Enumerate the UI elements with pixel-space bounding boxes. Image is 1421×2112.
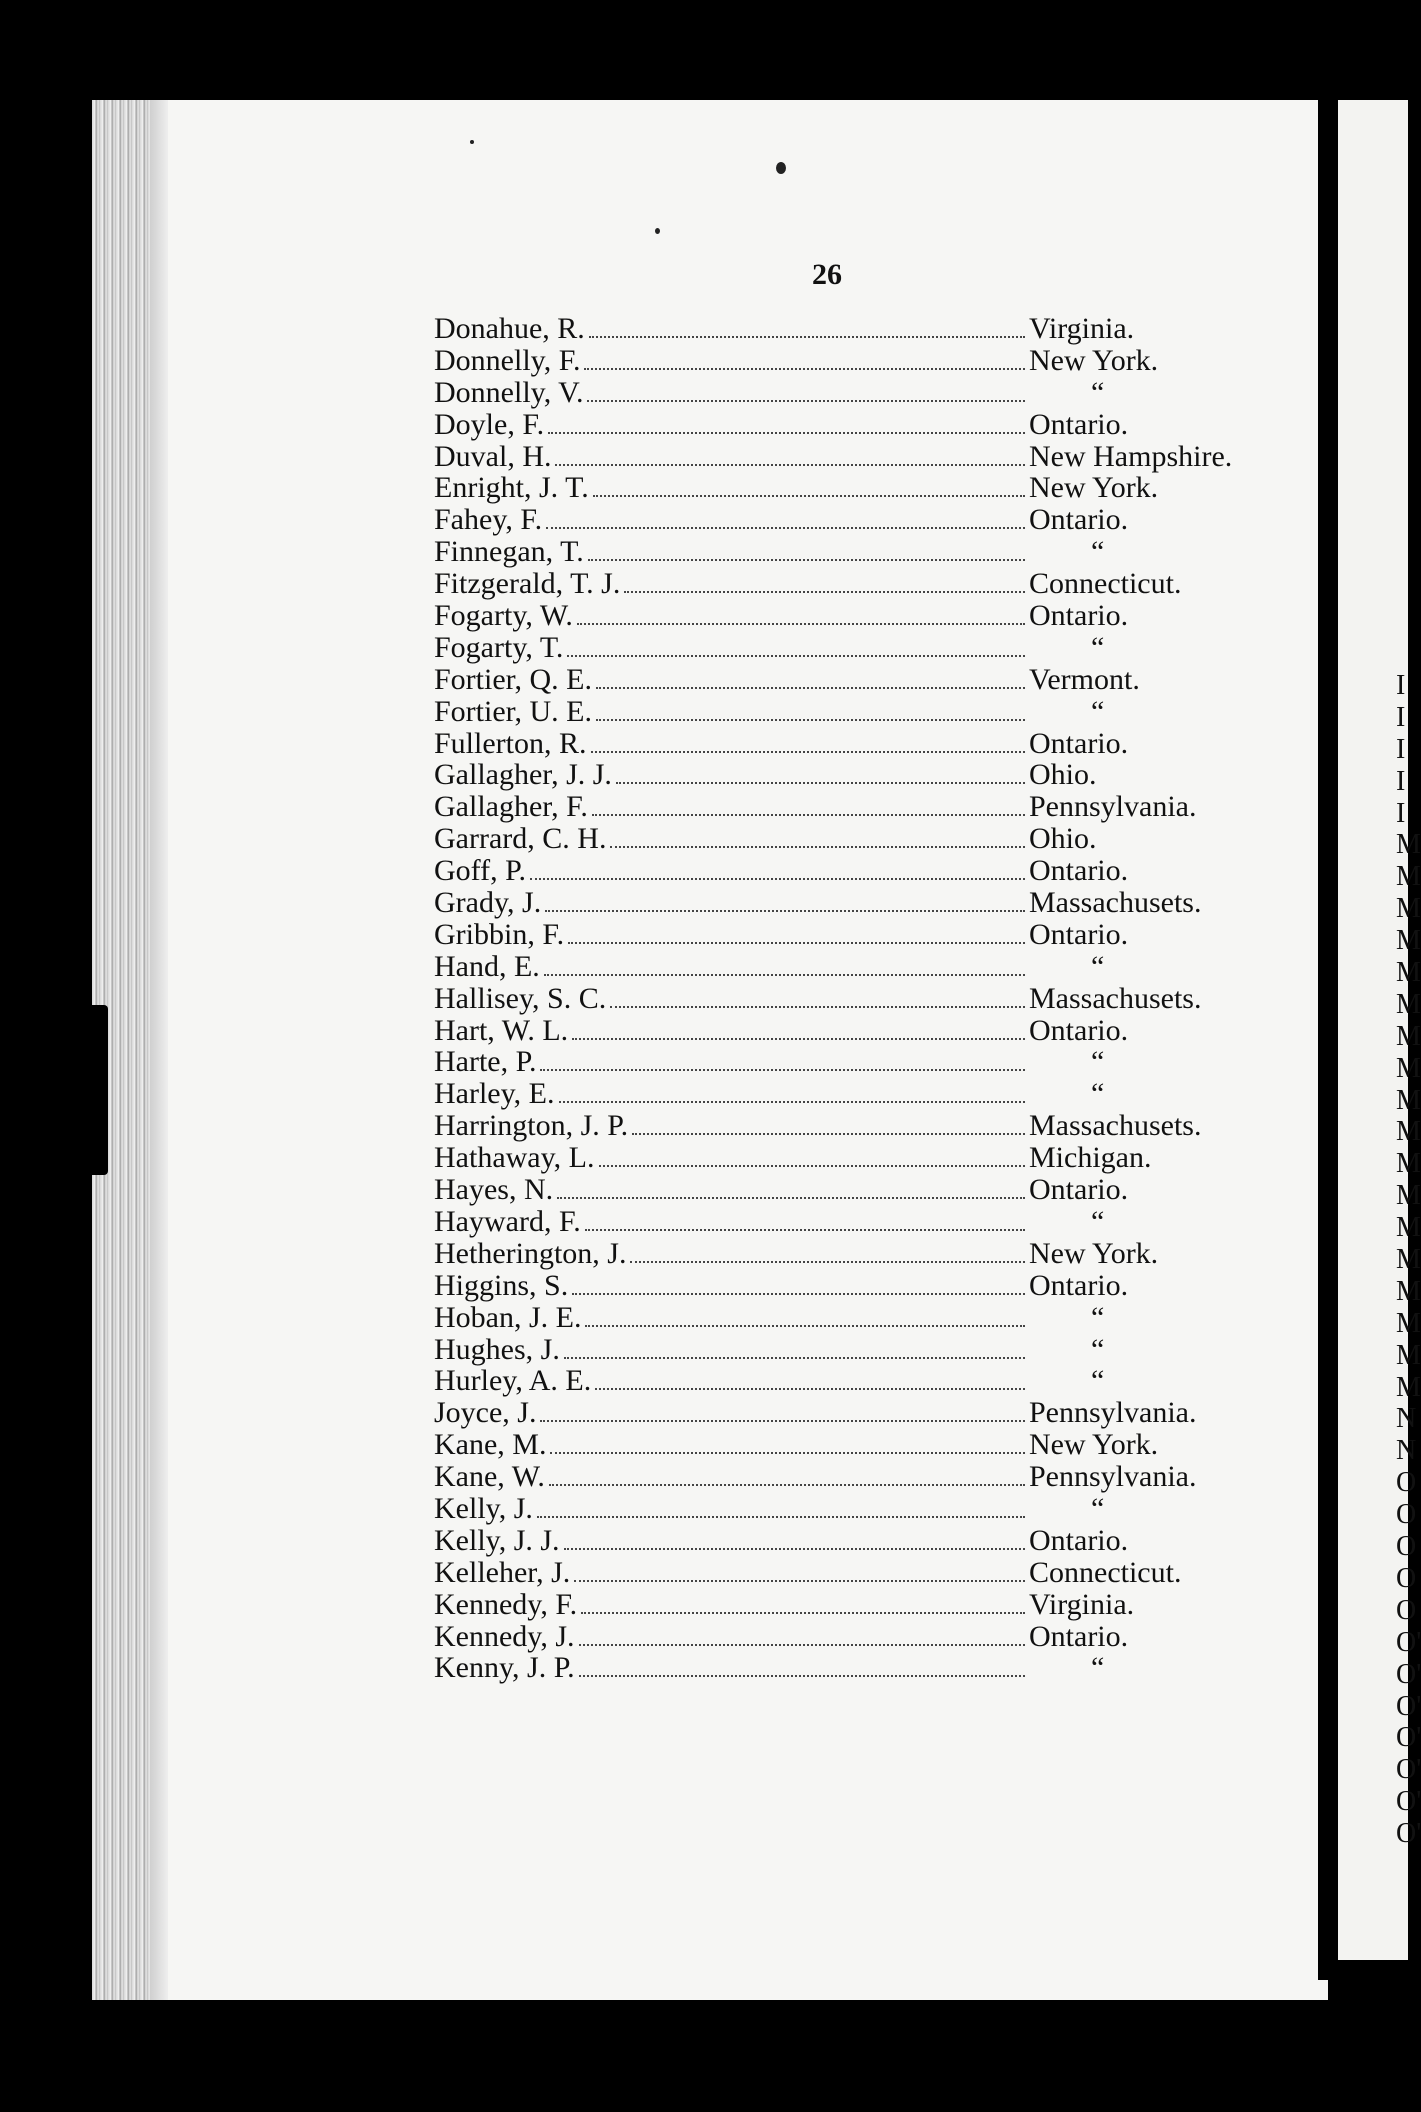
adjacent-page-initial: I: [1396, 701, 1406, 733]
dot-leader: [585, 1325, 1025, 1327]
list-item: [434, 1651, 1254, 1683]
list-item: [434, 1301, 1254, 1333]
entry-name: Hathaway, L.: [434, 1141, 595, 1175]
entry-place: Massachusets.: [1029, 886, 1202, 920]
adjacent-page-initial: O': [1396, 1722, 1421, 1754]
adjacent-page-initial: O': [1396, 1690, 1421, 1722]
adjacent-page-initial: M: [1396, 1084, 1421, 1116]
list-item: [434, 1396, 1254, 1428]
entry-place: “: [1091, 1364, 1105, 1398]
adjacent-page-initial: M: [1396, 1339, 1421, 1371]
entry-name: Hallisey, S. C.: [434, 981, 607, 1015]
dot-leader: [549, 1484, 1025, 1486]
dot-leader: [596, 719, 1025, 721]
dot-leader: [610, 846, 1025, 848]
adjacent-page-initial: M: [1396, 925, 1421, 957]
dot-leader: [567, 655, 1025, 657]
list-item: [434, 886, 1254, 918]
dot-leader: [568, 942, 1025, 944]
entry-place: Connecticut.: [1029, 1555, 1182, 1589]
entry-place: Vermont.: [1029, 662, 1140, 696]
list-item: [434, 1269, 1254, 1301]
entry-name: Garrard, C. H.: [434, 822, 607, 856]
entry-place: Ontario.: [1029, 407, 1129, 441]
entry-place: “: [1091, 375, 1105, 409]
list-item: [434, 1428, 1254, 1460]
entry-name: Finnegan, T.: [434, 535, 584, 569]
entry-place: “: [1091, 1045, 1105, 1079]
list-item: [434, 982, 1254, 1014]
entry-name: Kennedy, F.: [434, 1587, 578, 1621]
list-item: [434, 1492, 1254, 1524]
adjacent-page-initial: M: [1396, 1116, 1421, 1148]
dot-leader: [584, 368, 1025, 370]
list-item: [434, 1620, 1254, 1652]
entry-place: “: [1091, 1300, 1105, 1334]
entry-name: Fahey, F.: [434, 503, 543, 537]
entry-place: “: [1091, 694, 1105, 728]
list-item: [434, 1077, 1254, 1109]
dot-leader: [589, 336, 1025, 338]
list-item: [434, 854, 1254, 886]
entry-place: Connecticut.: [1029, 567, 1182, 601]
list-item: [434, 950, 1254, 982]
entry-place: Virginia.: [1029, 1587, 1135, 1621]
entry-name: Kenny, J. P.: [434, 1651, 575, 1685]
list-item: [434, 1524, 1254, 1556]
list-item: [434, 1173, 1254, 1205]
adjacent-page-initial: O': [1396, 1626, 1421, 1658]
entry-name: Kelleher, J.: [434, 1555, 571, 1589]
entry-place: “: [1091, 630, 1105, 664]
entry-place: Pennsylvania.: [1029, 1460, 1197, 1494]
entry-place: Ohio.: [1029, 822, 1097, 856]
list-item: [434, 1014, 1254, 1046]
adjacent-page-initial: M: [1396, 829, 1421, 861]
list-item: [434, 1364, 1254, 1396]
ink-speck: [655, 228, 660, 234]
entry-place: Michigan.: [1029, 1141, 1152, 1175]
entry-name: Kennedy, J.: [434, 1619, 575, 1653]
dot-leader: [581, 1612, 1025, 1614]
list-item: [434, 535, 1254, 567]
entry-place: Ontario.: [1029, 726, 1129, 760]
entry-name: Harley, E.: [434, 1077, 555, 1111]
adjacent-page-initial: M: [1396, 957, 1421, 989]
entry-place: Pennsylvania.: [1029, 790, 1197, 824]
adjacent-page-initial: M: [1396, 1180, 1421, 1212]
entry-name: Hayward, F.: [434, 1204, 581, 1238]
dot-leader: [593, 495, 1025, 497]
entry-name: Donahue, R.: [434, 312, 585, 345]
adjacent-page-initial: M: [1396, 1020, 1421, 1052]
dot-leader: [546, 527, 1025, 529]
adjacent-page-initial: M: [1396, 1052, 1421, 1084]
list-item: [434, 758, 1254, 790]
entry-place: Ohio.: [1029, 758, 1097, 792]
dot-leader: [592, 814, 1025, 816]
entry-name: Fogarty, W.: [434, 599, 573, 633]
dot-leader: [574, 1580, 1025, 1582]
list-item: [434, 376, 1254, 408]
dot-leader: [530, 878, 1025, 880]
entry-place: “: [1091, 949, 1105, 983]
entry-place: Massachusets.: [1029, 1109, 1202, 1143]
entry-place: Pennsylvania.: [1029, 1396, 1197, 1430]
entry-name: Donnelly, F.: [434, 343, 581, 377]
entry-place: Ontario.: [1029, 599, 1129, 633]
entry-name: Goff, P.: [434, 854, 526, 888]
list-item: [434, 1109, 1254, 1141]
dot-leader: [585, 1229, 1025, 1231]
dot-leader: [564, 1548, 1025, 1550]
dot-leader: [537, 1516, 1025, 1518]
entry-name: Gallagher, F.: [434, 790, 588, 824]
entry-place: “: [1091, 1491, 1105, 1525]
dot-leader: [591, 751, 1025, 753]
entry-name: Gallagher, J. J.: [434, 758, 612, 792]
entry-place: Virginia.: [1029, 312, 1135, 345]
entry-name: Fullerton, R.: [434, 726, 587, 760]
entry-name: Fortier, Q. E.: [434, 662, 592, 696]
entry-name: Hart, W. L.: [434, 1013, 569, 1047]
adjacent-page-initial: M: [1396, 1244, 1421, 1276]
entry-place: New York.: [1029, 343, 1159, 377]
entry-name: Hetherington, J.: [434, 1236, 627, 1270]
adjacent-page-initial: M: [1396, 893, 1421, 925]
dot-leader: [579, 1644, 1025, 1646]
entry-name: Hoban, J. E.: [434, 1300, 582, 1334]
dot-leader: [559, 1101, 1026, 1103]
entry-name: Kane, M.: [434, 1428, 547, 1462]
adjacent-page-initial: M: [1396, 1148, 1421, 1180]
list-item: [434, 663, 1254, 695]
adjacent-page-initial: I: [1396, 670, 1406, 701]
list-item: [434, 790, 1254, 822]
dot-leader: [548, 432, 1025, 434]
adjacent-page-initial: O: [1396, 1499, 1417, 1531]
entry-name: Higgins, S.: [434, 1268, 569, 1302]
entry-place: “: [1091, 535, 1105, 569]
adjacent-page-initial: M: [1396, 1307, 1421, 1339]
adjacent-page-initial: O': [1396, 1754, 1421, 1786]
adjacent-page-initial: I: [1396, 797, 1406, 829]
dot-leader: [595, 1388, 1025, 1390]
entry-name: Duval, H.: [434, 439, 552, 473]
entry-name: Enright, J. T.: [434, 471, 589, 505]
adjacent-page-initial: O: [1396, 1467, 1417, 1499]
dot-leader: [577, 623, 1025, 625]
dot-leader: [599, 1165, 1026, 1167]
entry-place: New Hampshire.: [1029, 439, 1233, 473]
entry-name: Hayes, N.: [434, 1173, 554, 1207]
adjacent-page-initial: I: [1396, 765, 1406, 797]
dot-leader: [630, 1261, 1025, 1263]
list-item: [434, 471, 1254, 503]
entry-name: Hand, E.: [434, 949, 540, 983]
list-item: [434, 1141, 1254, 1173]
dot-leader: [596, 687, 1025, 689]
entry-place: Ontario.: [1029, 503, 1129, 537]
list-item: [434, 918, 1254, 950]
dot-leader: [632, 1133, 1025, 1135]
list-item: [434, 1205, 1254, 1237]
entry-name: Donnelly, V.: [434, 375, 584, 409]
list-item: [434, 1460, 1254, 1492]
list-item: [434, 1556, 1254, 1588]
list-item: [434, 1588, 1254, 1620]
dot-leader: [588, 559, 1025, 561]
dot-leader: [624, 591, 1025, 593]
entry-name: Grady, J.: [434, 886, 542, 920]
adjacent-page-initial: I: [1396, 733, 1406, 765]
entry-place: Ontario.: [1029, 1173, 1129, 1207]
list-item: [434, 344, 1254, 376]
dot-leader: [579, 1675, 1025, 1677]
entry-name: Fogarty, T.: [434, 630, 564, 664]
entry-place: Ontario.: [1029, 854, 1129, 888]
entry-place: “: [1091, 1332, 1105, 1366]
adjacent-page-initial: O': [1396, 1818, 1421, 1850]
adjacent-page-initial: O: [1396, 1562, 1417, 1594]
dot-leader: [564, 1357, 1025, 1359]
entry-place: New York.: [1029, 1236, 1159, 1270]
dot-leader: [572, 1038, 1025, 1040]
ink-speck: [776, 162, 786, 174]
dot-leader: [572, 1293, 1025, 1295]
dot-leader: [557, 1197, 1025, 1199]
list-item: [434, 822, 1254, 854]
adjacent-page-initial: M: [1396, 1275, 1421, 1307]
entry-place: Ontario.: [1029, 917, 1129, 951]
adjacent-page-initial: N: [1396, 1435, 1417, 1467]
list-item: [434, 567, 1254, 599]
dot-leader: [555, 464, 1025, 466]
name-list: [434, 312, 1254, 1683]
dot-leader: [540, 1069, 1025, 1071]
entry-name: Hurley, A. E.: [434, 1364, 592, 1398]
list-item: [434, 695, 1254, 727]
dot-leader: [544, 974, 1025, 976]
entry-name: Kelly, J. J.: [434, 1523, 560, 1557]
adjacent-page-initial: O': [1396, 1658, 1421, 1690]
entry-name: Kane, W.: [434, 1460, 545, 1494]
dot-leader: [545, 910, 1025, 912]
ink-speck: [470, 140, 474, 144]
adjacent-page-initial: O: [1396, 1594, 1417, 1626]
entry-place: “: [1091, 1204, 1105, 1238]
adjacent-page-initial: M: [1396, 1212, 1421, 1244]
entry-name: Fitzgerald, T. J.: [434, 567, 621, 601]
entry-place: New York.: [1029, 471, 1159, 505]
entry-place: “: [1091, 1651, 1105, 1685]
binding-mark: [86, 1005, 108, 1175]
entry-place: Ontario.: [1029, 1523, 1129, 1557]
entry-name: Doyle, F.: [434, 407, 545, 441]
list-item: [434, 599, 1254, 631]
dot-leader: [550, 1452, 1025, 1454]
adjacent-page-initial: M: [1396, 861, 1421, 893]
adjacent-page-initials: [1396, 670, 1421, 1850]
adjacent-page-initial: O': [1396, 1786, 1421, 1818]
entry-name: Harte, P.: [434, 1045, 537, 1079]
entry-place: Ontario.: [1029, 1013, 1129, 1047]
dot-leader: [587, 400, 1025, 402]
dot-leader: [610, 1006, 1025, 1008]
entry-place: Ontario.: [1029, 1268, 1129, 1302]
entry-name: Joyce, J.: [434, 1396, 537, 1430]
list-item: [434, 503, 1254, 535]
adjacent-page-initial: M: [1396, 1371, 1421, 1403]
entry-name: Harrington, J. P.: [434, 1109, 629, 1143]
entry-place: Ontario.: [1029, 1619, 1129, 1653]
page-number: 26: [812, 258, 842, 291]
adjacent-page-initial: M: [1396, 988, 1421, 1020]
entry-name: Fortier, U. E.: [434, 694, 592, 728]
adjacent-page-initial: O: [1396, 1531, 1417, 1563]
list-item: [434, 1333, 1254, 1365]
entry-place: Massachusets.: [1029, 981, 1202, 1015]
entry-name: Hughes, J.: [434, 1332, 560, 1366]
list-item: [434, 1237, 1254, 1269]
list-item: [434, 727, 1254, 759]
dot-leader: [616, 782, 1025, 784]
entry-place: New York.: [1029, 1428, 1159, 1462]
entry-name: Gribbin, F.: [434, 917, 565, 951]
list-item: [434, 440, 1254, 472]
entry-name: Kelly, J.: [434, 1491, 533, 1525]
dot-leader: [540, 1420, 1025, 1422]
entry-place: “: [1091, 1077, 1105, 1111]
list-item: [434, 312, 1254, 344]
adjacent-page-initial: N: [1396, 1403, 1417, 1435]
list-item: [434, 1045, 1254, 1077]
list-item: [434, 408, 1254, 440]
list-item: [434, 631, 1254, 663]
